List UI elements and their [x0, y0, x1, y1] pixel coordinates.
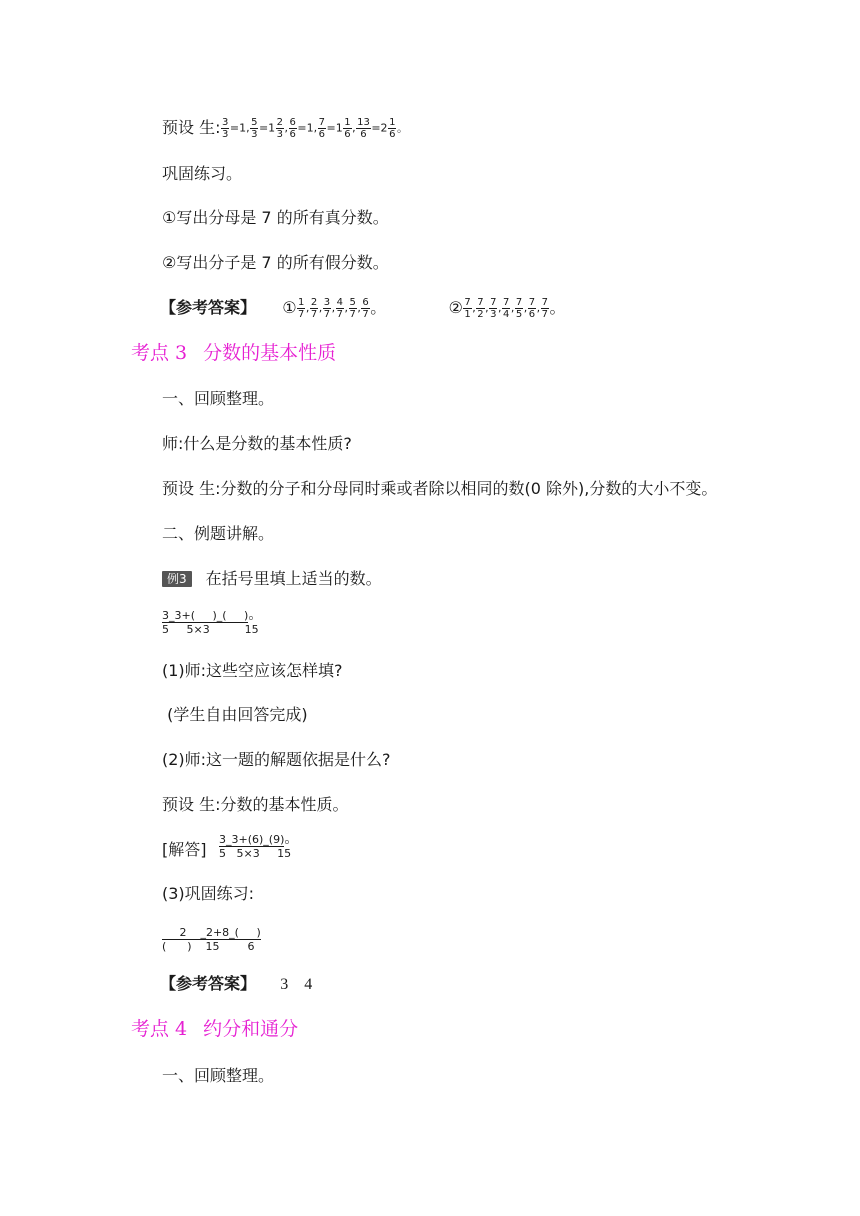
practice-denominators: ( ) 15 6 [162, 940, 255, 953]
fraction: $\frac{5}{3}$ [251, 117, 258, 140]
comma: , [536, 301, 541, 315]
comma: , [331, 301, 336, 315]
comma: , [485, 301, 489, 315]
comma: , [523, 301, 528, 315]
equation-numerators: 3_3+( )_( ) [162, 609, 249, 622]
question-3: (3)巩固练习: [162, 884, 255, 903]
example-3 [162, 568, 382, 590]
fraction: $\frac{13}{6}$ [357, 117, 370, 140]
fraction: $\frac{7}{7}$ [541, 297, 548, 320]
comma: , [357, 301, 361, 315]
fraction: $\frac{1}{6}$ [389, 117, 396, 140]
fraction: $\frac{4}{7}$ [336, 297, 344, 320]
practice-equation [162, 926, 261, 953]
answer-mark-2: ② [448, 298, 463, 317]
fraction: $\frac{2}{3}$ [276, 117, 284, 140]
preset-answer-2: 预设 生:分数的基本性质。 [162, 795, 349, 814]
section-number: 考点 3 [131, 342, 188, 364]
fraction: $\frac{6}{6}$ [289, 117, 296, 140]
fraction-separator: 。 [396, 121, 408, 135]
equation-denominators: 5 5×3 15 [162, 623, 259, 636]
preset-prefix: 预设 生: [162, 118, 221, 137]
practice-numerators: 2 _2+8_( ) [162, 926, 261, 939]
fraction: $\frac{7}{4}$ [502, 297, 510, 320]
fraction: $\frac{3}{7}$ [323, 297, 331, 320]
section-number: 考点 4 [131, 1018, 188, 1040]
fraction: $\frac{7}{2}$ [477, 297, 484, 320]
student-response: (学生自由回答完成) [162, 705, 308, 724]
fraction-separator: , [284, 121, 289, 135]
fraction: $\frac{1}{7}$ [298, 297, 305, 320]
fraction-separator: =1, [229, 121, 250, 135]
fraction-separator: =1 [258, 121, 276, 135]
fraction-separator: , [352, 121, 356, 135]
solution-equation: 3_3+(6)_(9)。 5 5×3 15 [219, 831, 299, 860]
fraction: $\frac{7}{5}$ [515, 297, 523, 320]
reference-answer-1: 【参考答案】 ① $\frac{1}{7}$ , $\frac{2}{7}$ , $\frac{3}{7}$ , $\frac{4}{7}$ , $\frac{5}{7}$ , $\frac{6}{7}$ 。 ② $\frac{7}{1}$ , $\frac{7}{2}$ , $\frac{7}{3}$ , $\frac{7}{4}$ , $\frac{7}{5}$ , $\frac{7}{6}$ , $\frac{7}{7}$ 。 [160, 297, 566, 320]
fraction-separator: =1 [326, 121, 343, 135]
exercise-q2: ②写出分子是 7 的所有假分数。 [162, 253, 389, 272]
consolidate-heading: 巩固练习。 [162, 164, 243, 183]
fraction: $\frac{2}{7}$ [310, 297, 318, 320]
comma: , [318, 301, 323, 315]
section-title: 分数的基本性质 [203, 342, 337, 364]
teacher-question: 师:什么是分数的基本性质? [162, 434, 352, 453]
preset-answer-line [162, 117, 408, 140]
fraction: $\frac{5}{7}$ [349, 297, 356, 320]
review-heading-4: 一、回顾整理。 [162, 1066, 275, 1085]
examples-heading: 二、例题讲解。 [162, 524, 275, 543]
fraction: $\frac{6}{7}$ [362, 297, 369, 320]
comma: , [472, 301, 476, 315]
preset-fractions [220, 117, 408, 140]
answer-fractions-1 [297, 297, 371, 320]
exercise-q1: ①写出分母是 7 的所有真分数。 [162, 208, 389, 227]
answer-fractions-2 [463, 297, 550, 320]
answer-mark-1: ① [282, 298, 297, 317]
preset-answer: 预设 生:分数的分子和分母同时乘或者除以相同的数(0 除外),分数的大小不变。 [162, 479, 718, 498]
comma: , [344, 301, 349, 315]
answer-label: 【参考答案】 [160, 298, 257, 317]
solution-line [162, 839, 207, 861]
fraction: $\frac{7}{1}$ [464, 297, 471, 320]
fraction: $\frac{7}{6}$ [318, 117, 326, 140]
fraction-separator: =1, [297, 121, 318, 135]
section-heading-3 [131, 340, 336, 366]
solution-denominators: 5 5×3 15 [219, 847, 292, 860]
review-heading: 一、回顾整理。 [162, 389, 275, 408]
solution-label: [解答] [162, 840, 207, 859]
example-equation: 3_3+( )_( )。 5 5×3 15 [162, 607, 263, 636]
comma: , [510, 301, 515, 315]
example-text: 在括号里填上适当的数。 [205, 569, 382, 588]
section-title: 约分和通分 [203, 1018, 299, 1040]
fraction: $\frac{7}{6}$ [528, 297, 536, 320]
example-badge: 例3 [162, 571, 192, 587]
comma: , [497, 301, 502, 315]
solution-numerators: 3_3+(6)_(9) [219, 833, 285, 846]
answer-label: 【参考答案】 [160, 974, 257, 993]
fraction: $\frac{1}{6}$ [344, 117, 351, 140]
question-2: (2)师:这一题的解题依据是什么? [162, 750, 391, 769]
fraction: $\frac{7}{3}$ [490, 297, 497, 320]
answer-values: 3 4 [280, 976, 313, 993]
question-1: (1)师:这些空应该怎样填? [162, 661, 343, 680]
comma: , [305, 301, 310, 315]
section-heading-4 [131, 1016, 298, 1042]
reference-answer-2 [160, 973, 312, 996]
fraction: $\frac{3}{3}$ [221, 117, 229, 140]
fraction-separator: =2 [371, 121, 388, 135]
